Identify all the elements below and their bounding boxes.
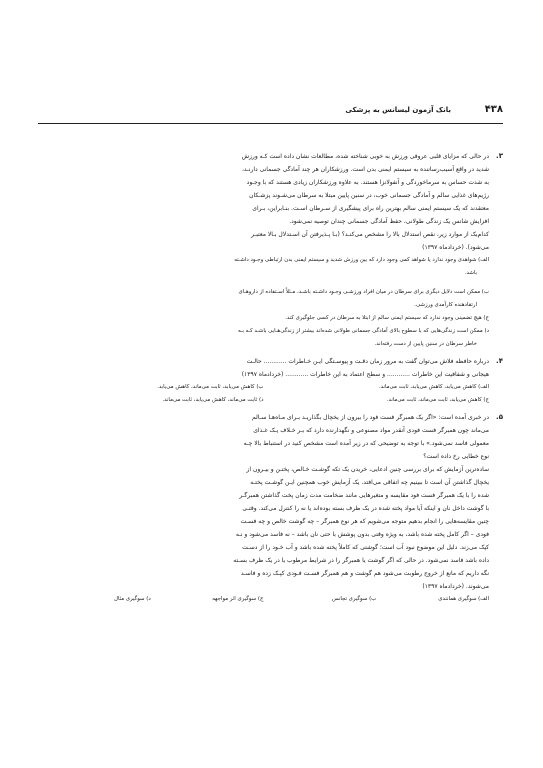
question-text-line: در خبری آمده است: «اگر یک همبرگر فست فود را بیرون از یخچال بگذاریـد بـرای مـاه‌هـا سـالم — [252, 414, 489, 421]
option-b: ب) سوگیری تجانس — [331, 596, 377, 602]
question-5 — [38, 411, 503, 606]
question-text-line: کدام‌یک از موارد زیر، نقص استدلال بالا را مشخص می‌کنـد؟ (بـا پـذیرفتن آن اسـتدلال بـالا معتبـر — [251, 231, 489, 238]
book-title: بانک آزمون لیسانس به پزشکی — [345, 106, 451, 114]
option-d: د) ممکن است زندگی‌هایی که با سطوح بالای آمادگی جسمانی طولانی شده‌اند بیشتر از زندگی‌هـایی باشـد کـه بـه — [237, 328, 489, 334]
question-text-line: شدید در واقع آسیب‌رساننده به سیستم ایمنی بدن است. ورزشکاران هر چند آمادگی جسمانی دارنـد، — [241, 166, 489, 173]
options-row — [38, 381, 489, 394]
question-text-line: چنین مقایسه‌هایی را انجام بدهیم متوجه می‌شویم که هر نوع همبرگر – چه گوشت خالص و چه فسـت — [240, 518, 489, 525]
question-text-line: ساده‌ترین آزمایش که برای بررسی چنین ادعایی، خریدن یک تکه گوشـت خـالص، پختـن و بیـرون از — [246, 466, 489, 473]
question-text-line: فودی – اگر کامل پخته شده باشد، به ویژه وقتی بدون پوشش با حتی نان باشد – نه فاسد می‌شود و نـه — [235, 531, 489, 538]
options-row — [38, 394, 489, 407]
question-text-line: می‌شوند. (خرداد‌ماه ۱۳۹۷) — [422, 583, 489, 590]
question-text-line: می‌ماند چون همبرگر فست فودی آنقدر مواد مصنوعی و نگهدارنده دارد که بـر خـلاف یـک غـذای — [253, 427, 489, 434]
option-c: ج) سوگیری اثر مواجهه — [212, 596, 264, 602]
option-b: ب) کاهش می‌یابد، ثابت می‌ماند، کاهش می‌یابد. — [157, 384, 264, 390]
question-text-line: شده را با یک همبرگر فست فود مقایسه و متغیرهایی مانند ضخامت مدت زمان پخت گذاشتن همبرگـر — [239, 492, 489, 499]
question-text-line: کپک می‌زند. دلیل این موضوع نبود آب است؛ گوشتی که کاملاً پخته شده باشد و آب خـود را از دسـت — [242, 544, 489, 551]
question-text-line: معتقدند که یک سیستم ایمنی سالم بهترین راه برای پیشگیری از سـرطان اسـت. بنـابراین، بـرای — [252, 205, 489, 212]
question-text-line: درباره حافظه فلاش می‌توان گفت به مرور زمان دقـت و پیوسـتگی ایـن خـاطرات ............ حالـت — [246, 358, 489, 365]
options-row — [38, 593, 489, 606]
question-text-line: رژیم‌های غذایی سالم و آمادگی جسمانی خوب، در سنین پایین مبتلا به سرطان می‌شـوند پزشـکان — [249, 192, 489, 199]
question-text-line: هیجانی و شفافیت این خاطرات ............ و سطح اعتماد به این خاطرات ............ (خرداد‌ماه ۱۳۹۷) — [241, 371, 489, 378]
question-text-line: داده باشد فاسد نمی‌شود. در حالی که اگر گوشت یا همبرگر را در شرایط مرطوب یا در یک ظرف بسـته — [233, 557, 489, 564]
option-c: ج) کاهش می‌یابد، ثابت می‌ماند، ثابت می‌ماند. — [386, 397, 489, 403]
option-d: د) سوگیری مثال — [114, 596, 151, 602]
option-a: الف) سوگیری همانندی — [438, 596, 489, 602]
question-3 — [38, 150, 503, 351]
question-text-line: افزایش شانس یک زندگی طولانی، حفظ آمادگی جسمانی چندان توصیه نمی‌شود. — [289, 218, 489, 225]
page-header — [38, 103, 503, 124]
question-4 — [38, 355, 503, 407]
question-text-line: به شدت حساس به سرماخوردگی و آنفولانزا هستند. به علاوه ورزشکاران زیادی هستند که با وجـود — [246, 179, 489, 186]
question-text-line: با گوشت داخل نان و اینکه آیا مواد پخته شده در یک ظرف بسته بوده‌اند یا نه را کنترل می‌کند. وقتـی — [242, 505, 489, 512]
option-d: د) ثابت می‌ماند، کاهش می‌یابد، ثابت می‌ماند. — [162, 397, 264, 403]
page-number: ۴۳۸ — [484, 104, 503, 115]
option-a-continued: باشد. — [464, 270, 477, 276]
question-text-line: معمولی فاسد نمی‌شود.» با توجه به توضیحی که در زیر آمده است مشخص کنید در استنباط بالا چـه — [243, 440, 489, 447]
option-b: ب) ممکن است دلایل دیگری برای سرطان در میان افراد ورزشـی وجـود داشـته باشـد، مـثلاً اسـتفاده از داروهـای — [238, 289, 489, 295]
option-d-continued: خاطر سرطان در سنین پایین از دست رفته‌اند. — [374, 341, 477, 347]
question-text-line: می‌شود). (خرداد‌ماه ۱۳۹۷) — [422, 244, 489, 251]
question-text-line: نگه داریم که مانع از خروج رطوبت می‌شود هم گوشت و هم همبرگر فسـت فـودی کپـک زده و فاسـد — [240, 570, 489, 577]
question-number: ۳. — [496, 152, 503, 160]
page-content — [38, 150, 503, 606]
question-number: ۵. — [496, 413, 503, 421]
option-a: الف) کاهش می‌یابد، کاهش می‌یابد، ثابت می‌ماند. — [378, 384, 489, 390]
option-a: الف) شواهدی وجود ندارد یا شواهد کمی وجود دارد که بین ورزش شدید و سیستم ایمنی بدن ارتباطی وجـود داشـته — [234, 257, 489, 263]
question-text-line: در حالی که مزایای قلبی عروقی ورزش به خوبی شناخته شده، مطالعات نشان داده است کـه ورزش — [241, 153, 489, 160]
option-c: ج) هیچ تضمینی وجود ندارد که سیستم ایمنی سالم از ابتلا به سرطان در کسی جلوگیری کند. — [285, 315, 489, 321]
question-text-line: نوع خطایی رخ داده است؟ — [423, 453, 489, 460]
question-number: ۴. — [496, 357, 503, 365]
question-text-line: یخچال گذاشتن آن است تا ببینیم چه اتفاقی می‌افتد. یک آزمایش خوب همچنین ایـن گوشـت پختـه — [250, 479, 489, 486]
option-b-continued: ارتقادهنده کارآمدی ورزشی. — [414, 302, 477, 308]
